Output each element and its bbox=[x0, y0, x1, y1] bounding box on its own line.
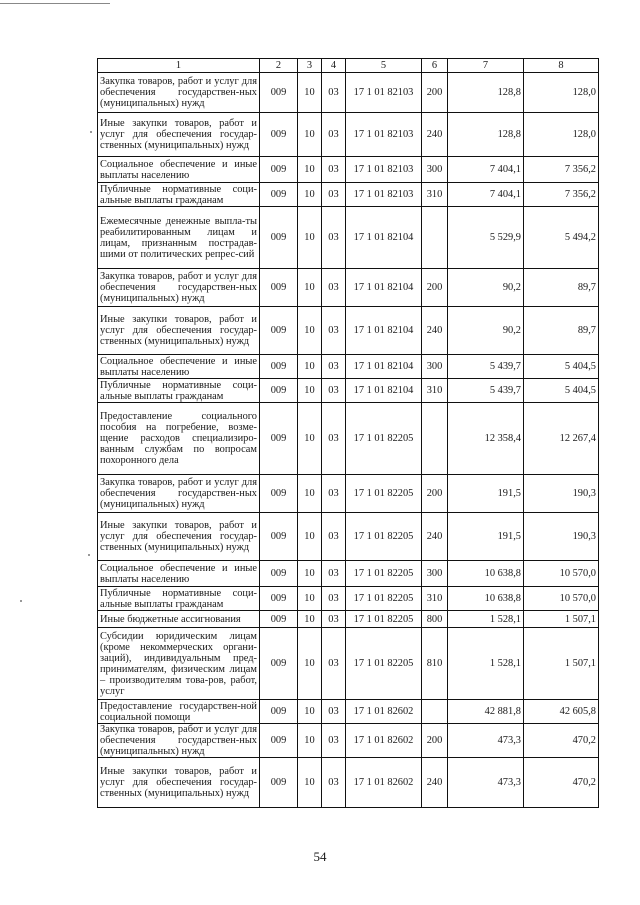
ministry-code-cell: 009 bbox=[260, 73, 298, 113]
row-name-cell: Закупка товаров, работ и услуг для обеспечения государствен-ных (муниципальных) нужд bbox=[98, 724, 260, 758]
amount-year2-cell: 128,0 bbox=[524, 73, 599, 113]
amount-year1-cell: 12 358,4 bbox=[448, 403, 524, 475]
expense-type-cell: 800 bbox=[422, 611, 448, 628]
amount-year1-cell: 473,3 bbox=[448, 758, 524, 808]
target-article-cell: 17 1 01 82104 bbox=[346, 307, 422, 355]
target-article-cell: 17 1 01 82205 bbox=[346, 628, 422, 700]
amount-year1-cell: 5 529,9 bbox=[448, 207, 524, 269]
ministry-code-cell: 009 bbox=[260, 379, 298, 403]
ministry-code-cell: 009 bbox=[260, 724, 298, 758]
amount-year2-cell: 190,3 bbox=[524, 513, 599, 561]
ministry-code-cell: 009 bbox=[260, 587, 298, 611]
amount-year2-cell: 10 570,0 bbox=[524, 561, 599, 587]
ministry-code-cell: 009 bbox=[260, 157, 298, 183]
table-row bbox=[98, 475, 599, 513]
subsection-code-cell: 03 bbox=[322, 269, 346, 307]
section-code-cell: 10 bbox=[298, 724, 322, 758]
amount-year1-cell: 10 638,8 bbox=[448, 587, 524, 611]
target-article-cell: 17 1 01 82104 bbox=[346, 379, 422, 403]
subsection-code-cell: 03 bbox=[322, 403, 346, 475]
amount-year2-cell: 10 570,0 bbox=[524, 587, 599, 611]
amount-year2-cell: 5 404,5 bbox=[524, 379, 599, 403]
section-code-cell: 10 bbox=[298, 403, 322, 475]
amount-year1-cell: 1 528,1 bbox=[448, 628, 524, 700]
amount-year1-cell: 10 638,8 bbox=[448, 561, 524, 587]
table-row bbox=[98, 307, 599, 355]
subsection-code-cell: 03 bbox=[322, 113, 346, 157]
table-row bbox=[98, 758, 599, 808]
target-article-cell: 17 1 01 82103 bbox=[346, 183, 422, 207]
ministry-code-cell: 009 bbox=[260, 355, 298, 379]
section-code-cell: 10 bbox=[298, 700, 322, 724]
subsection-code-cell: 03 bbox=[322, 207, 346, 269]
expense-type-cell: 310 bbox=[422, 379, 448, 403]
expense-type-cell bbox=[422, 403, 448, 475]
target-article-cell: 17 1 01 82103 bbox=[346, 113, 422, 157]
row-name-cell: Публичные нормативные соци-альные выплаты гражданам bbox=[98, 183, 260, 207]
subsection-code-cell: 03 bbox=[322, 513, 346, 561]
expense-type-cell: 300 bbox=[422, 355, 448, 379]
row-name-cell: Иные закупки товаров, работ и услуг для обеспечения государ-ственных (муниципальных) нужд bbox=[98, 307, 260, 355]
table-row bbox=[98, 157, 599, 183]
section-code-cell: 10 bbox=[298, 611, 322, 628]
ministry-code-cell: 009 bbox=[260, 628, 298, 700]
ministry-code-cell: 009 bbox=[260, 403, 298, 475]
table-row bbox=[98, 587, 599, 611]
amount-year1-cell: 7 404,1 bbox=[448, 183, 524, 207]
budget-table bbox=[97, 58, 599, 808]
amount-year1-cell: 1 528,1 bbox=[448, 611, 524, 628]
amount-year2-cell: 7 356,2 bbox=[524, 183, 599, 207]
ministry-code-cell: 009 bbox=[260, 700, 298, 724]
row-name-cell: Социальное обеспечение и иные выплаты населению bbox=[98, 561, 260, 587]
ministry-code-cell: 009 bbox=[260, 269, 298, 307]
target-article-cell: 17 1 01 82205 bbox=[346, 475, 422, 513]
subsection-code-cell: 03 bbox=[322, 724, 346, 758]
amount-year1-cell: 128,8 bbox=[448, 113, 524, 157]
subsection-code-cell: 03 bbox=[322, 611, 346, 628]
section-code-cell: 10 bbox=[298, 207, 322, 269]
subsection-code-cell: 03 bbox=[322, 307, 346, 355]
amount-year2-cell: 7 356,2 bbox=[524, 157, 599, 183]
table-row bbox=[98, 355, 599, 379]
target-article-cell: 17 1 01 82103 bbox=[346, 73, 422, 113]
budget-table-container bbox=[97, 58, 598, 808]
expense-type-cell: 300 bbox=[422, 157, 448, 183]
expense-type-cell: 200 bbox=[422, 73, 448, 113]
amount-year2-cell: 1 507,1 bbox=[524, 611, 599, 628]
subsection-code-cell: 03 bbox=[322, 355, 346, 379]
row-name-cell: Закупка товаров, работ и услуг для обеспечения государствен-ных (муниципальных) нужд bbox=[98, 269, 260, 307]
target-article-cell: 17 1 01 82602 bbox=[346, 724, 422, 758]
expense-type-cell: 240 bbox=[422, 758, 448, 808]
target-article-cell: 17 1 01 82104 bbox=[346, 207, 422, 269]
top-left-rule bbox=[0, 3, 110, 4]
table-row bbox=[98, 700, 599, 724]
subsection-code-cell: 03 bbox=[322, 700, 346, 724]
section-code-cell: 10 bbox=[298, 355, 322, 379]
expense-type-cell: 300 bbox=[422, 561, 448, 587]
expense-type-cell: 310 bbox=[422, 183, 448, 207]
amount-year1-cell: 128,8 bbox=[448, 73, 524, 113]
section-code-cell: 10 bbox=[298, 628, 322, 700]
target-article-cell: 17 1 01 82602 bbox=[346, 700, 422, 724]
table-row bbox=[98, 561, 599, 587]
scan-speck bbox=[88, 554, 90, 556]
amount-year2-cell: 12 267,4 bbox=[524, 403, 599, 475]
amount-year2-cell: 1 507,1 bbox=[524, 628, 599, 700]
target-article-cell: 17 1 01 82205 bbox=[346, 403, 422, 475]
subsection-code-cell: 03 bbox=[322, 379, 346, 403]
header-row bbox=[98, 59, 599, 73]
ministry-code-cell: 009 bbox=[260, 758, 298, 808]
amount-year2-cell: 89,7 bbox=[524, 307, 599, 355]
row-name-cell: Публичные нормативные соци-альные выплаты гражданам bbox=[98, 587, 260, 611]
row-name-cell: Иные закупки товаров, работ и услуг для обеспечения государ-ственных (муниципальных) нужд bbox=[98, 113, 260, 157]
amount-year2-cell: 89,7 bbox=[524, 269, 599, 307]
ministry-code-cell: 009 bbox=[260, 307, 298, 355]
row-name-cell: Закупка товаров, работ и услуг для обеспечения государствен-ных (муниципальных) нужд bbox=[98, 73, 260, 113]
target-article-cell: 17 1 01 82602 bbox=[346, 758, 422, 808]
subsection-code-cell: 03 bbox=[322, 561, 346, 587]
table-row bbox=[98, 207, 599, 269]
table-row bbox=[98, 611, 599, 628]
header-cell: 5 bbox=[346, 59, 422, 73]
header-cell: 2 bbox=[260, 59, 298, 73]
amount-year1-cell: 191,5 bbox=[448, 475, 524, 513]
expense-type-cell bbox=[422, 700, 448, 724]
table-row bbox=[98, 183, 599, 207]
ministry-code-cell: 009 bbox=[260, 475, 298, 513]
amount-year2-cell: 470,2 bbox=[524, 758, 599, 808]
section-code-cell: 10 bbox=[298, 307, 322, 355]
target-article-cell: 17 1 01 82103 bbox=[346, 157, 422, 183]
expense-type-cell: 240 bbox=[422, 307, 448, 355]
section-code-cell: 10 bbox=[298, 269, 322, 307]
section-code-cell: 10 bbox=[298, 475, 322, 513]
table-row bbox=[98, 73, 599, 113]
amount-year2-cell: 42 605,8 bbox=[524, 700, 599, 724]
row-name-cell: Иные закупки товаров, работ и услуг для обеспечения государ-ственных (муниципальных) нужд bbox=[98, 758, 260, 808]
subsection-code-cell: 03 bbox=[322, 628, 346, 700]
expense-type-cell: 200 bbox=[422, 724, 448, 758]
section-code-cell: 10 bbox=[298, 379, 322, 403]
header-cell: 4 bbox=[322, 59, 346, 73]
ministry-code-cell: 009 bbox=[260, 561, 298, 587]
expense-type-cell: 240 bbox=[422, 113, 448, 157]
row-name-cell: Социальное обеспечение и иные выплаты населению bbox=[98, 157, 260, 183]
expense-type-cell bbox=[422, 207, 448, 269]
target-article-cell: 17 1 01 82104 bbox=[346, 355, 422, 379]
header-cell: 7 bbox=[448, 59, 524, 73]
target-article-cell: 17 1 01 82104 bbox=[346, 269, 422, 307]
subsection-code-cell: 03 bbox=[322, 73, 346, 113]
subsection-code-cell: 03 bbox=[322, 475, 346, 513]
amount-year1-cell: 5 439,7 bbox=[448, 355, 524, 379]
header-cell: 3 bbox=[298, 59, 322, 73]
target-article-cell: 17 1 01 82205 bbox=[346, 561, 422, 587]
expense-type-cell: 310 bbox=[422, 587, 448, 611]
amount-year1-cell: 42 881,8 bbox=[448, 700, 524, 724]
header-cell: 8 bbox=[524, 59, 599, 73]
amount-year2-cell: 190,3 bbox=[524, 475, 599, 513]
ministry-code-cell: 009 bbox=[260, 513, 298, 561]
table-row bbox=[98, 513, 599, 561]
amount-year1-cell: 7 404,1 bbox=[448, 157, 524, 183]
row-name-cell: Публичные нормативные соци-альные выплаты гражданам bbox=[98, 379, 260, 403]
row-name-cell: Социальное обеспечение и иные выплаты населению bbox=[98, 355, 260, 379]
amount-year1-cell: 5 439,7 bbox=[448, 379, 524, 403]
ministry-code-cell: 009 bbox=[260, 183, 298, 207]
expense-type-cell: 810 bbox=[422, 628, 448, 700]
target-article-cell: 17 1 01 82205 bbox=[346, 513, 422, 561]
row-name-cell: Предоставление социального пособия на погребение, возме-щение расходов специализиро-ванным службам по вопросам похоронного дела bbox=[98, 403, 260, 475]
table-row bbox=[98, 379, 599, 403]
amount-year1-cell: 90,2 bbox=[448, 307, 524, 355]
section-code-cell: 10 bbox=[298, 113, 322, 157]
amount-year1-cell: 191,5 bbox=[448, 513, 524, 561]
scan-speck bbox=[20, 600, 22, 602]
table-row bbox=[98, 113, 599, 157]
section-code-cell: 10 bbox=[298, 587, 322, 611]
row-name-cell: Ежемесячные денежные выпла-ты реабилитированным лицам и лицам, признанным пострадав-шими от политических репрес-сий bbox=[98, 207, 260, 269]
table-row bbox=[98, 269, 599, 307]
section-code-cell: 10 bbox=[298, 183, 322, 207]
row-name-cell: Иные закупки товаров, работ и услуг для обеспечения государ-ственных (муниципальных) нужд bbox=[98, 513, 260, 561]
expense-type-cell: 200 bbox=[422, 269, 448, 307]
ministry-code-cell: 009 bbox=[260, 207, 298, 269]
amount-year2-cell: 5 404,5 bbox=[524, 355, 599, 379]
amount-year2-cell: 128,0 bbox=[524, 113, 599, 157]
target-article-cell: 17 1 01 82205 bbox=[346, 611, 422, 628]
target-article-cell: 17 1 01 82205 bbox=[346, 587, 422, 611]
scan-speck bbox=[90, 131, 92, 133]
ministry-code-cell: 009 bbox=[260, 113, 298, 157]
section-code-cell: 10 bbox=[298, 561, 322, 587]
subsection-code-cell: 03 bbox=[322, 587, 346, 611]
section-code-cell: 10 bbox=[298, 73, 322, 113]
header-cell: 6 bbox=[422, 59, 448, 73]
table-row bbox=[98, 403, 599, 475]
section-code-cell: 10 bbox=[298, 758, 322, 808]
page-number: 54 bbox=[313, 849, 327, 864]
section-code-cell: 10 bbox=[298, 513, 322, 561]
amount-year1-cell: 90,2 bbox=[448, 269, 524, 307]
table-row bbox=[98, 724, 599, 758]
expense-type-cell: 240 bbox=[422, 513, 448, 561]
row-name-cell: Закупка товаров, работ и услуг для обеспечения государствен-ных (муниципальных) нужд bbox=[98, 475, 260, 513]
ministry-code-cell: 009 bbox=[260, 611, 298, 628]
row-name-cell: Субсидии юридическим лицам (кроме некоммерческих органи-заций), индивидуальным пред-принимателям, физическим лицам – производителям това-ров, работ, услуг bbox=[98, 628, 260, 700]
table-row bbox=[98, 628, 599, 700]
expense-type-cell: 200 bbox=[422, 475, 448, 513]
header-cell: 1 bbox=[98, 59, 260, 73]
subsection-code-cell: 03 bbox=[322, 157, 346, 183]
amount-year2-cell: 5 494,2 bbox=[524, 207, 599, 269]
row-name-cell: Иные бюджетные ассигнования bbox=[98, 611, 260, 628]
amount-year2-cell: 470,2 bbox=[524, 724, 599, 758]
row-name-cell: Предоставление государствен-ной социальной помощи bbox=[98, 700, 260, 724]
amount-year1-cell: 473,3 bbox=[448, 724, 524, 758]
section-code-cell: 10 bbox=[298, 157, 322, 183]
subsection-code-cell: 03 bbox=[322, 183, 346, 207]
subsection-code-cell: 03 bbox=[322, 758, 346, 808]
